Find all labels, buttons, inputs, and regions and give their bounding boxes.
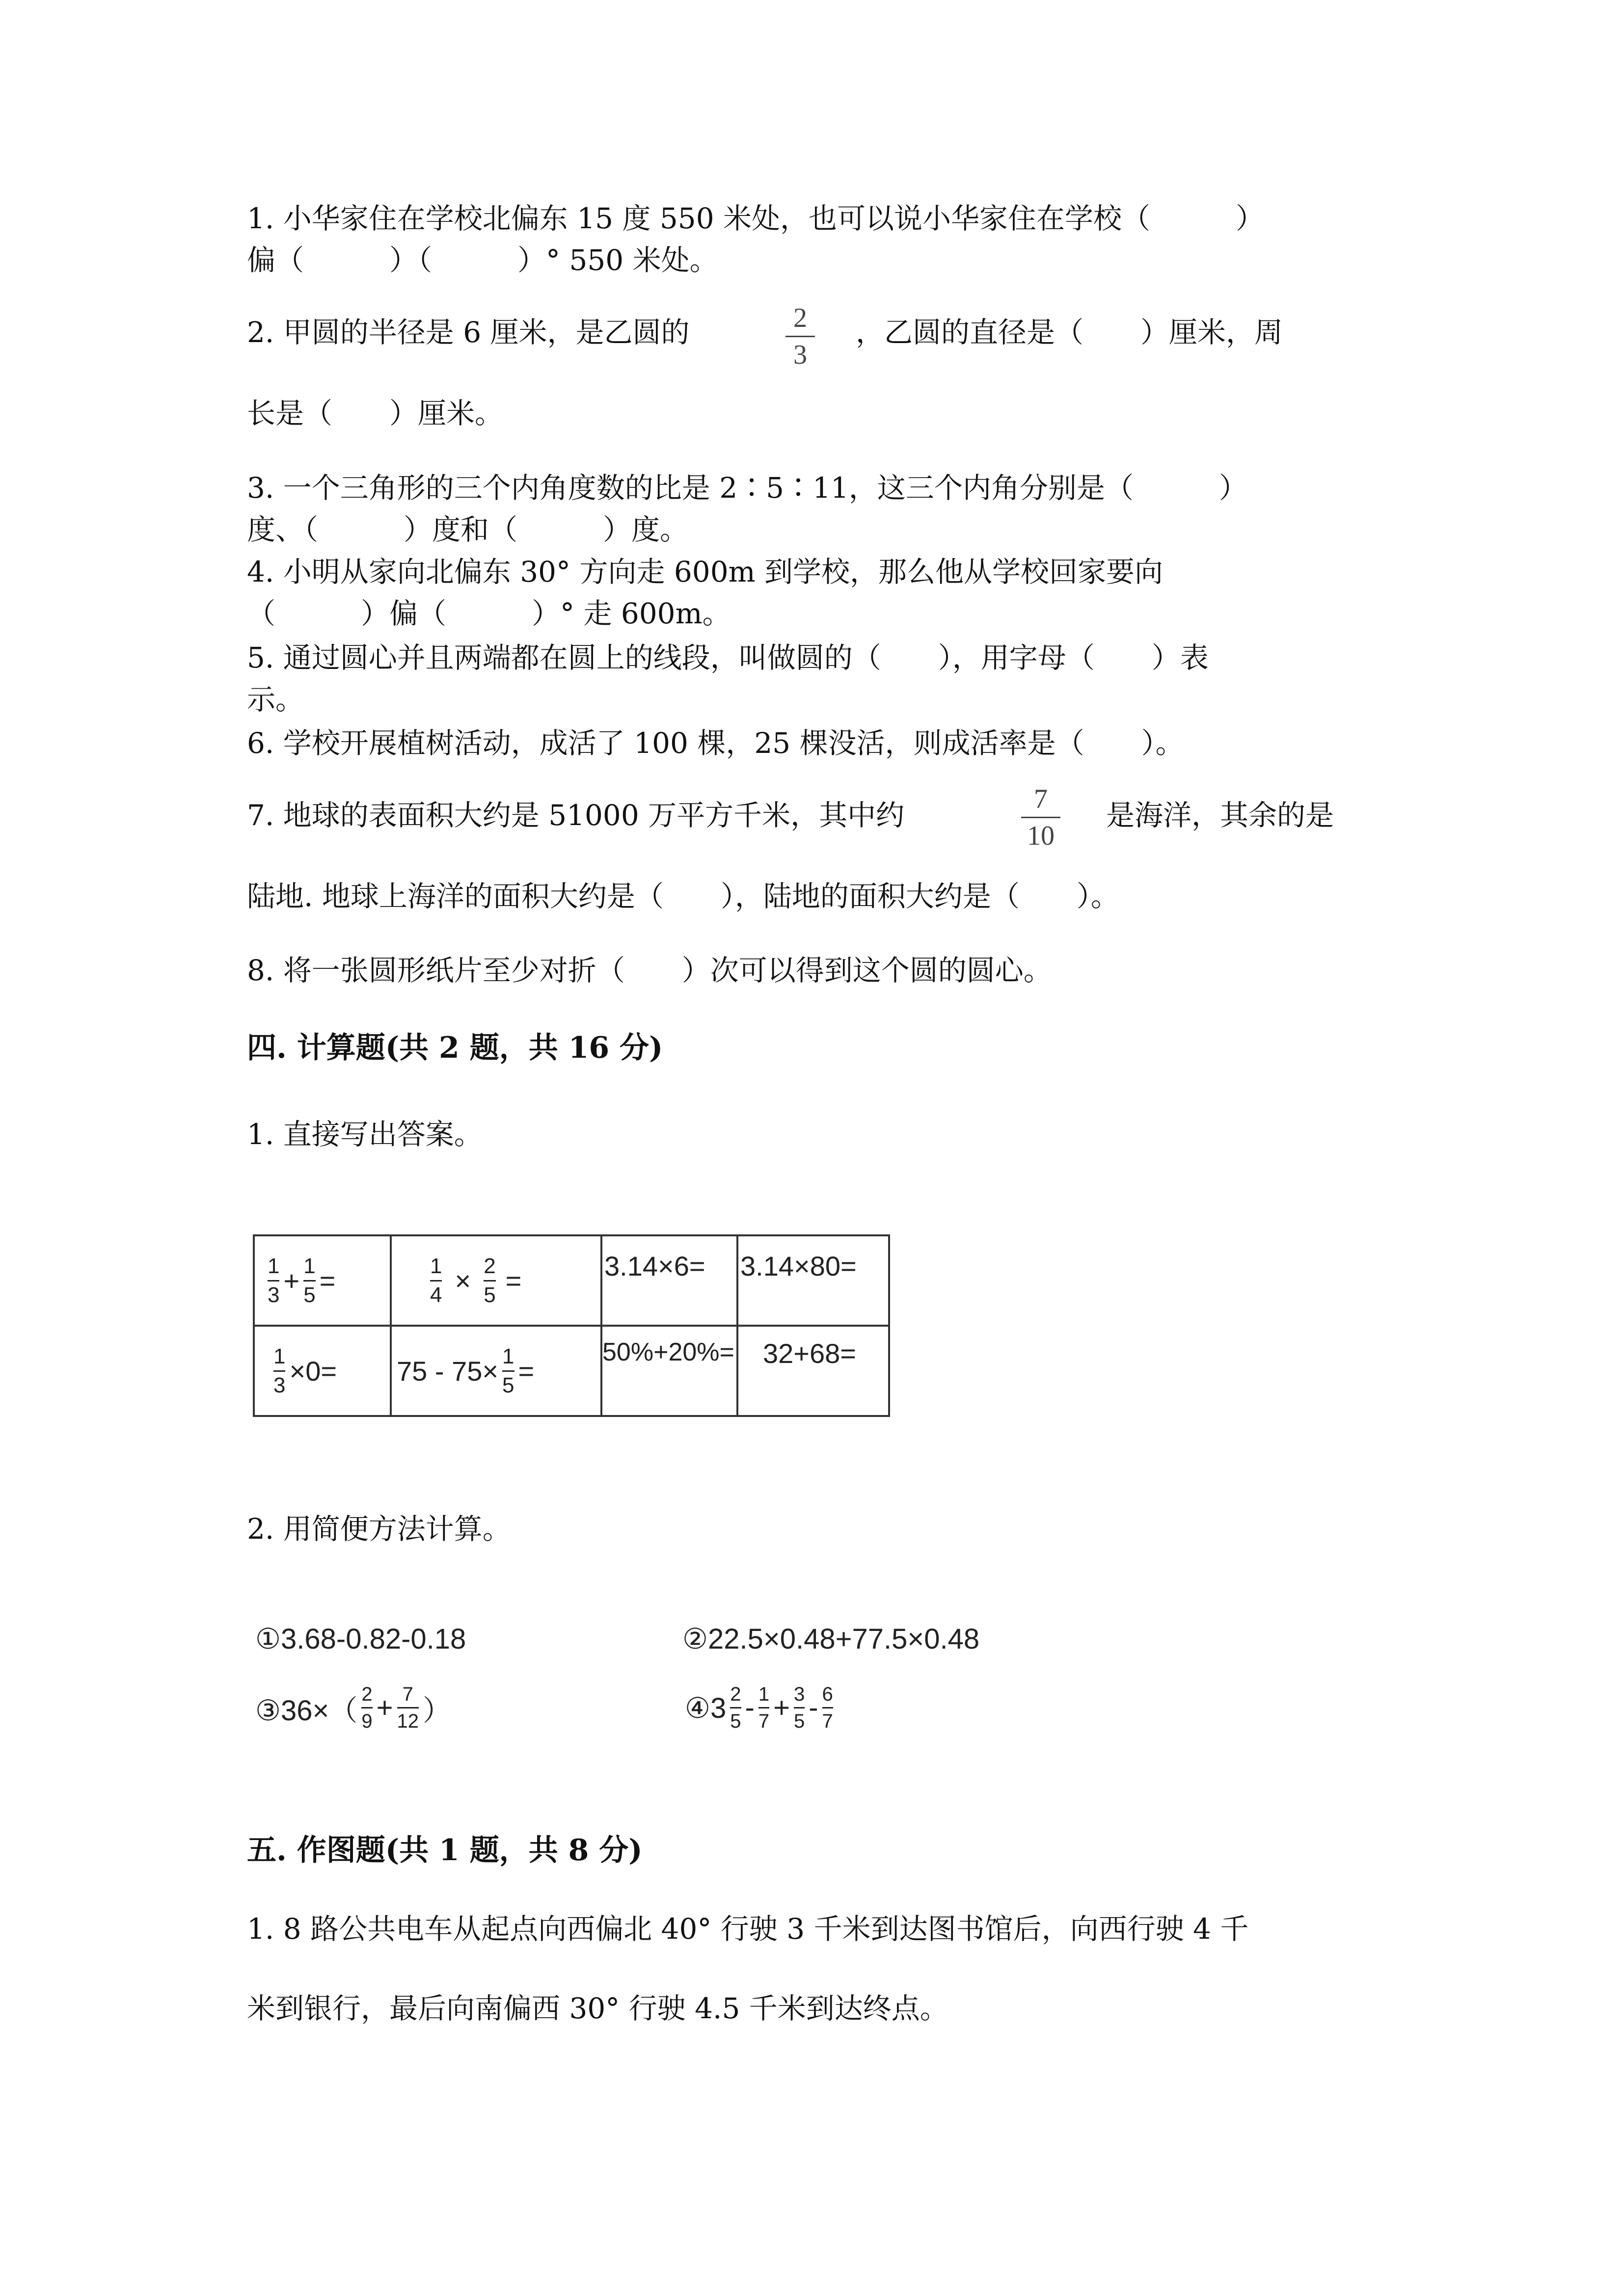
expr-text: ） (423, 1694, 452, 1727)
simplify-expr-2: ②22.5×0.48+77.5×0.48 (682, 1623, 980, 1655)
fraction: 1 5 (303, 1254, 316, 1307)
q2-frac-num: 2 (793, 303, 807, 333)
table-cell (737, 1326, 889, 1416)
q2-line1b: ，乙圆的直径是（ ）厘米，周 (856, 316, 1283, 349)
fraction: 1 3 (268, 1254, 280, 1307)
simplify-expr-1: ①3.68-0.82-0.18 (255, 1623, 466, 1655)
cell-text: ×0= (289, 1355, 337, 1387)
fraction: 1 4 (430, 1254, 442, 1307)
fraction: 1 7 (758, 1683, 770, 1732)
section5-q1-line2: 米到银行，最后向南偏西 30° 行驶 4.5 千米到达终点。 (247, 1992, 948, 2025)
fraction: 6 7 (822, 1683, 833, 1732)
cell-text: 32+68= (763, 1338, 856, 1369)
fraction: 7 12 (397, 1683, 419, 1732)
expr-text: ③36×（ (255, 1694, 358, 1727)
q7-line1a: 7. 地球的表面积大约是 51000 万平方千米，其中约 (247, 799, 905, 832)
q5-line1: 5. 通过圆心并且两端都在圆上的线段，叫做圆的（ ），用字母（ ）表 (247, 641, 1209, 674)
section4-title: 四. 计算题(共 2 题，共 16 分) (247, 1031, 663, 1065)
q6-line1: 6. 学校开展植树活动，成活了 100 棵，25 棵没活，则成活率是（ ）。 (247, 726, 1184, 760)
fraction: 2 5 (730, 1683, 741, 1732)
cell-text: 3.14×80= (740, 1251, 857, 1281)
section4-q1: 1. 直接写出答案。 (247, 1118, 483, 1151)
fraction: 2 5 (484, 1254, 496, 1307)
simplify-expr-4 (685, 1683, 837, 1732)
operator: + (773, 1692, 790, 1724)
equals: = (518, 1355, 535, 1387)
operator: - (809, 1692, 818, 1724)
cell-text: 75 - 75× (397, 1355, 499, 1387)
section5-q1-line1: 1. 8 路公共电车从起点向西偏北 40° 行驶 3 千米到达图书馆后，向西行驶 4 千 (247, 1912, 1249, 1946)
table-cell (391, 1235, 601, 1326)
q8-line1: 8. 将一张圆形纸片至少对折（ ）次可以得到这个圆的圆心。 (247, 954, 1052, 987)
q2-line2: 长是（ ）厘米。 (247, 397, 504, 430)
q2-frac-den: 3 (793, 340, 807, 370)
fraction: 1 5 (502, 1344, 514, 1397)
q4-line1: 4. 小明从家向北偏东 30° 方向走 600m 到学校，那么他从学校回家要向 (247, 555, 1164, 588)
cell-text: 3.14×6= (604, 1251, 705, 1281)
table-row (254, 1235, 889, 1326)
q1-line2: 偏（ ）（ ）° 550 米处。 (247, 243, 718, 277)
section5-title: 五. 作图题(共 1 题，共 8 分) (247, 1833, 643, 1868)
operator: - (745, 1692, 755, 1724)
q4-line2: （ ）偏（ ）° 走 600m。 (247, 597, 731, 630)
fraction: 1 3 (273, 1344, 286, 1397)
operator: + (376, 1692, 393, 1724)
table-cell (601, 1326, 737, 1416)
cell-text: 50%+20%= (602, 1338, 734, 1366)
q7-line2: 陆地. 地球上海洋的面积大约是（ ），陆地的面积大约是（ ）。 (247, 880, 1119, 913)
table-cell (254, 1326, 391, 1416)
q3-line1: 3. 一个三角形的三个内角度数的比是 2∶5∶11，这三个内角分别是（ ） (247, 471, 1247, 505)
fraction: 3 5 (793, 1683, 805, 1732)
q3-line2: 度、（ ）度和（ ）度。 (247, 513, 689, 546)
table-cell (254, 1235, 391, 1326)
simplify-expr-3 (255, 1683, 451, 1732)
q7-fraction (1021, 785, 1060, 850)
q7-line1b: 是海洋，其余的是 (1106, 799, 1334, 832)
q2-fraction (785, 304, 815, 369)
table-cell (601, 1235, 737, 1326)
q2-line1a: 2. 甲圆的半径是 6 厘米，是乙圆的 (247, 316, 690, 349)
q5-line2: 示。 (247, 683, 304, 716)
q7-frac-num: 7 (1034, 784, 1048, 814)
expr-text: ④3 (685, 1692, 727, 1724)
section4-q2: 2. 用简便方法计算。 (247, 1512, 511, 1546)
operator: + (283, 1265, 300, 1296)
table-cell (737, 1235, 889, 1326)
equals: = (319, 1265, 336, 1296)
calc-table (253, 1234, 890, 1417)
operator: × (455, 1265, 471, 1296)
equals: = (505, 1265, 522, 1296)
q1-line1: 1. 小华家住在学校北偏东 15 度 550 米处，也可以说小华家住在学校（ ） (247, 202, 1265, 235)
table-cell (391, 1326, 601, 1416)
fraction: 2 9 (361, 1683, 373, 1732)
table-row (254, 1326, 889, 1416)
q7-frac-den: 10 (1027, 821, 1055, 851)
